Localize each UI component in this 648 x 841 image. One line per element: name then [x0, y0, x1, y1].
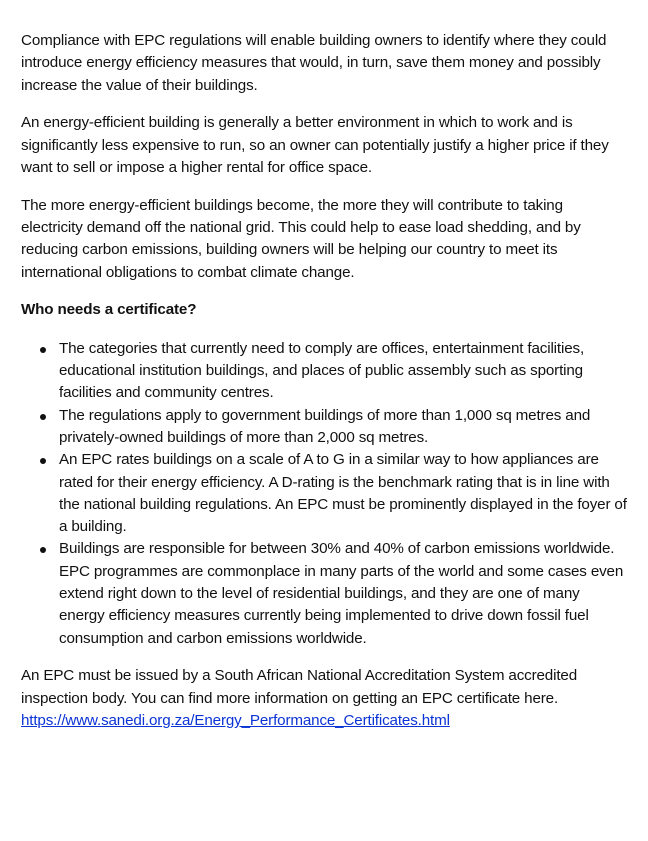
paragraph-closing: An EPC must be issued by a South African National Accreditation System accredited inspection body. You can find more information on getting an EPC certificate here.	[21, 667, 577, 707]
list-item	[21, 338, 628, 405]
bullet-icon	[40, 458, 46, 464]
paragraph-compliance: Compliance with EPC regulations will enable building owners to identify where they could introduce energy efficiency measures that would, in turn, save them money and possibly increase the value of their buildings.	[21, 32, 607, 94]
list-item-text: The categories that currently need to comply are offices, entertainment facilities, educational institution buildings, and places of public assembly such as sporting facilities and community centres.	[59, 339, 585, 402]
bullet-icon	[40, 414, 46, 420]
list-item	[21, 405, 628, 450]
list-item-text: An EPC rates buildings on a scale of A to G in a similar way to how appliances are rated for their energy efficiency. A D-rating is the benchmark rating that is in line with the national building regulations. An EPC must be prominently displayed in the foyer of a building.	[59, 451, 627, 536]
list-item	[21, 449, 628, 538]
bullet-icon	[40, 347, 46, 353]
sanedi-link[interactable]: https://www.sanedi.org.za/Energy_Performance_Certificates.html	[21, 712, 450, 730]
section-heading: Who needs a certificate?	[21, 301, 197, 319]
list-item	[21, 538, 628, 649]
paragraph-national-grid: The more energy-efficient buildings become, the more they will contribute to taking electricity demand off the national grid. This could help to ease load shedding, and by reducing carbon emissions, building owners will be helping our country to meet its international obligations to combat climate change.	[21, 196, 581, 281]
list-item-text: Buildings are responsible for between 30% and 40% of carbon emissions worldwide. EPC programmes are commonplace in many parts of the world and some cases even extend right down to the level of residential buildings, and they are one of many energy efficiency measures currently being implemented to drive down fossil fuel consumption and carbon emissions worldwide.	[59, 540, 624, 647]
list-item-text: The regulations apply to government buildings of more than 1,000 sq metres and privately-owned buildings of more than 2,000 sq metres.	[59, 406, 591, 446]
bullet-list	[21, 338, 628, 650]
bullet-icon	[40, 547, 46, 553]
paragraph-energy-efficient-building: An energy-efficient building is generally a better environment in which to work and is significantly less expensive to run, so an owner can potentially justify a higher price if they want to sell or impose a higher rental for office space.	[21, 114, 609, 176]
